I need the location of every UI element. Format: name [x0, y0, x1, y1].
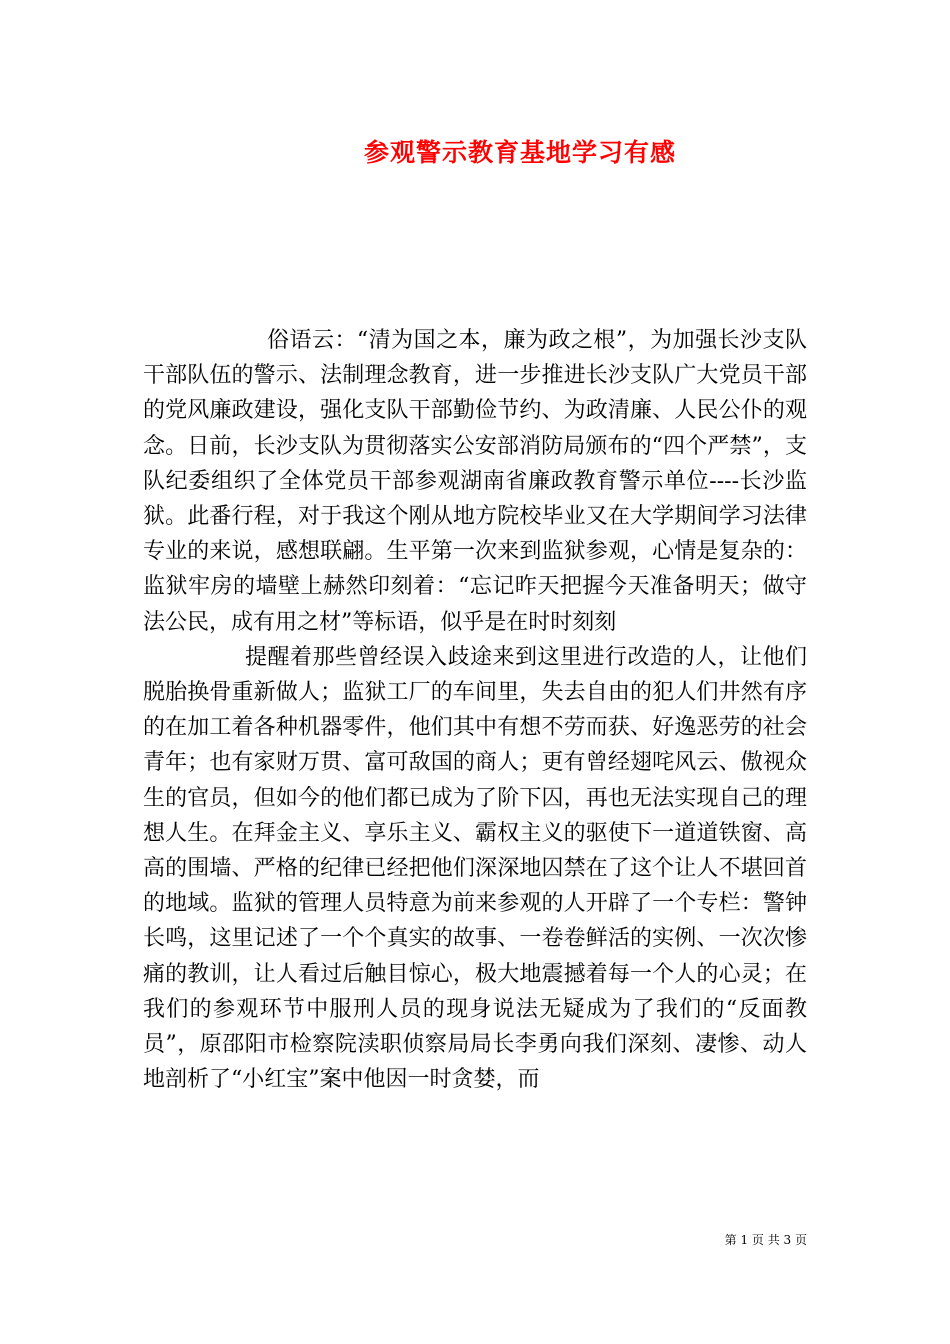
page-number-footer: 第 1 页 共 3 页 — [724, 1233, 807, 1247]
paragraph-1: 俗语云：“清为国之本，廉为政之根”，为加强长沙支队干部队伍的警示、法制理念教育，进一步推进长沙支队广大党员干部的党风廉政建设，强化支队干部勤俭节约、为政清廉、人民公仆的观念。日前，长沙支队为贯彻落实公安部消防局颁布的“四个严禁”，支队纪委组织了全体党员干部参观湖南省廉政教育警示单位----长沙监狱。此番行程，对于我这个刚从地方院校毕业又在大学期间学习法律专业的来说，感想联翩。生平第一次来到监狱参观，心情是复杂的：监狱牢房的墙壁上赫然印刻着：“忘记昨天把握今天准备明天；做守法公民，成有用之材”等标语，似乎是在时时刻刻 — [143, 328, 807, 635]
document-title: 参观警示教育基地学习有感 — [363, 138, 676, 167]
paragraph-2: 提醒着那些曾经误入歧途来到这里进行改造的人，让他们脱胎换骨重新做人；监狱工厂的车间里，失去自由的犯人们井然有序的在加工着各种机器零件，他们其中有想不劳而获、好逸恶劳的社会青年；也有家财万贯、富可敌国的商人；更有曾经翅咤风云、傲视众生的官员，但如今的他们都已成为了阶下囚，再也无法实现自己的理想人生。在拜金主义、享乐主义、霸权主义的驱使下一道道铁窗、高高的围墙、严格的纪律已经把他们深深地囚禁在了这个让人不堪回首的地域。监狱的管理人员特意为前来参观的人开辟了一个专栏：警钟长鸣，这里记述了一个个真实的故事、一卷卷鲜活的实例、一次次惨痛的教训，让人看过后触目惊心，极大地震撼着每一个人的心灵；在我们的参观环节中服刑人员的现身说法无疑成为了我们的“反面教员”，原邵阳市检察院渎职侦察局局长李勇向我们深刻、凄惨、动人地剖析了“小红宝”案中他因一时贪婪，而 — [143, 644, 807, 1093]
document-body — [143, 323, 807, 1097]
